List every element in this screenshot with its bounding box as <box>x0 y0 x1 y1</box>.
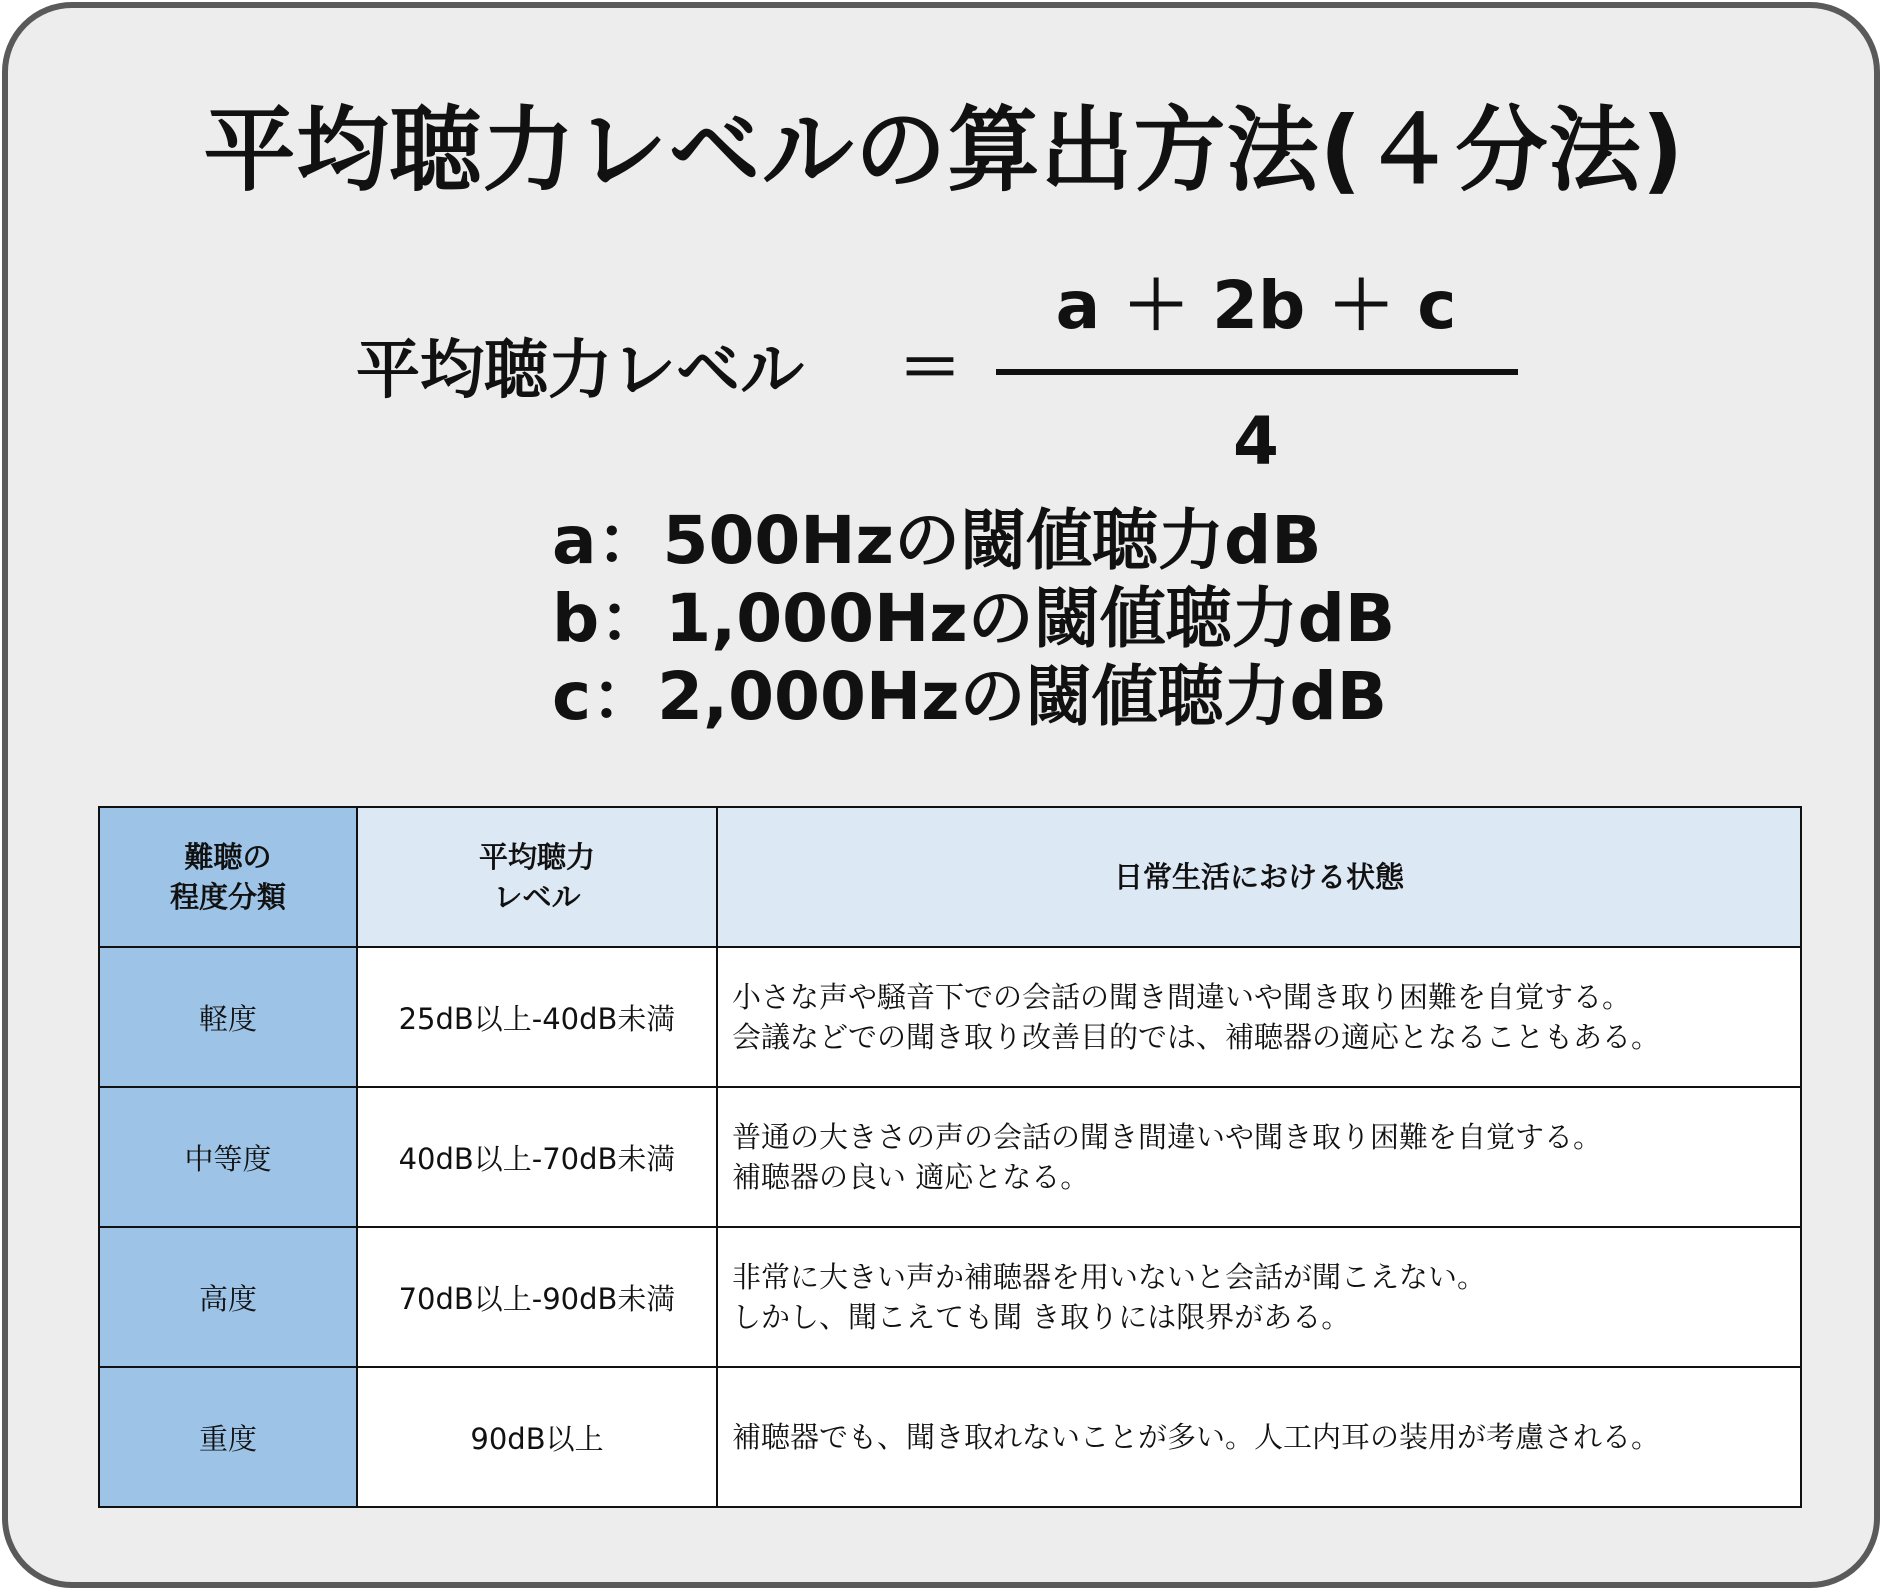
state-cell: 非常に大きい声か補聴器を用いないと会話が聞こえない。 しかし、聞こえても聞 き取りには限界がある。 <box>717 1227 1801 1367</box>
formula-denominator: 4 <box>1233 403 1279 480</box>
header-state: 日常生活における状態 <box>717 807 1801 947</box>
definition-b: b：1,000Hzの閾値聴力dB <box>552 580 1396 657</box>
info-card <box>2 2 1880 1588</box>
level-cell: 90dB以上 <box>357 1367 717 1507</box>
level-cell: 40dB以上-70dB未満 <box>357 1087 717 1227</box>
hearing-loss-table <box>98 806 1802 1508</box>
header-level <box>357 807 717 947</box>
fraction-bar <box>996 369 1518 375</box>
table-row <box>99 1227 1801 1367</box>
definition-a: a：500Hzの閾値聴力dB <box>552 502 1322 579</box>
variable-definitions <box>552 502 1395 736</box>
level-cell: 25dB以上-40dB未満 <box>357 947 717 1087</box>
state-cell: 普通の大きさの声の会話の聞き間違いや聞き取り困難を自覚する。 補聴器の良い 適応となる。 <box>717 1087 1801 1227</box>
grade-cell: 重度 <box>99 1367 357 1507</box>
table-row <box>99 1367 1801 1507</box>
grade-cell: 軽度 <box>99 947 357 1087</box>
formula-equals: ＝ <box>898 332 962 406</box>
table-row <box>99 947 1801 1087</box>
header-grade-line1: 難聴の <box>184 840 272 874</box>
state-cell: 補聴器でも、聞き取れないことが多い。人工内耳の装用が考慮される。 <box>717 1367 1801 1507</box>
definition-c: c：2,000Hzの閾値聴力dB <box>552 658 1388 735</box>
page-title: 平均聴力レベルの算出方法(４分法) <box>203 97 1685 204</box>
header-level-line2: レベル <box>493 880 581 914</box>
header-level-line1: 平均聴力 <box>478 840 595 874</box>
header-grade-line2: 程度分類 <box>169 880 286 914</box>
grade-cell: 中等度 <box>99 1087 357 1227</box>
table-header-row <box>99 807 1801 947</box>
grade-cell: 高度 <box>99 1227 357 1367</box>
state-cell: 小さな声や騒音下での会話の聞き間違いや聞き取り困難を自覚する。 会議などでの聞き取り改善目的では、補聴器の適応となることもある。 <box>717 947 1801 1087</box>
level-cell: 70dB以上-90dB未満 <box>357 1227 717 1367</box>
header-grade <box>99 807 357 947</box>
table-row <box>99 1087 1801 1227</box>
formula-numerator: a ＋ 2b ＋ c <box>1055 267 1457 344</box>
formula-label: 平均聴力レベル <box>356 334 804 408</box>
